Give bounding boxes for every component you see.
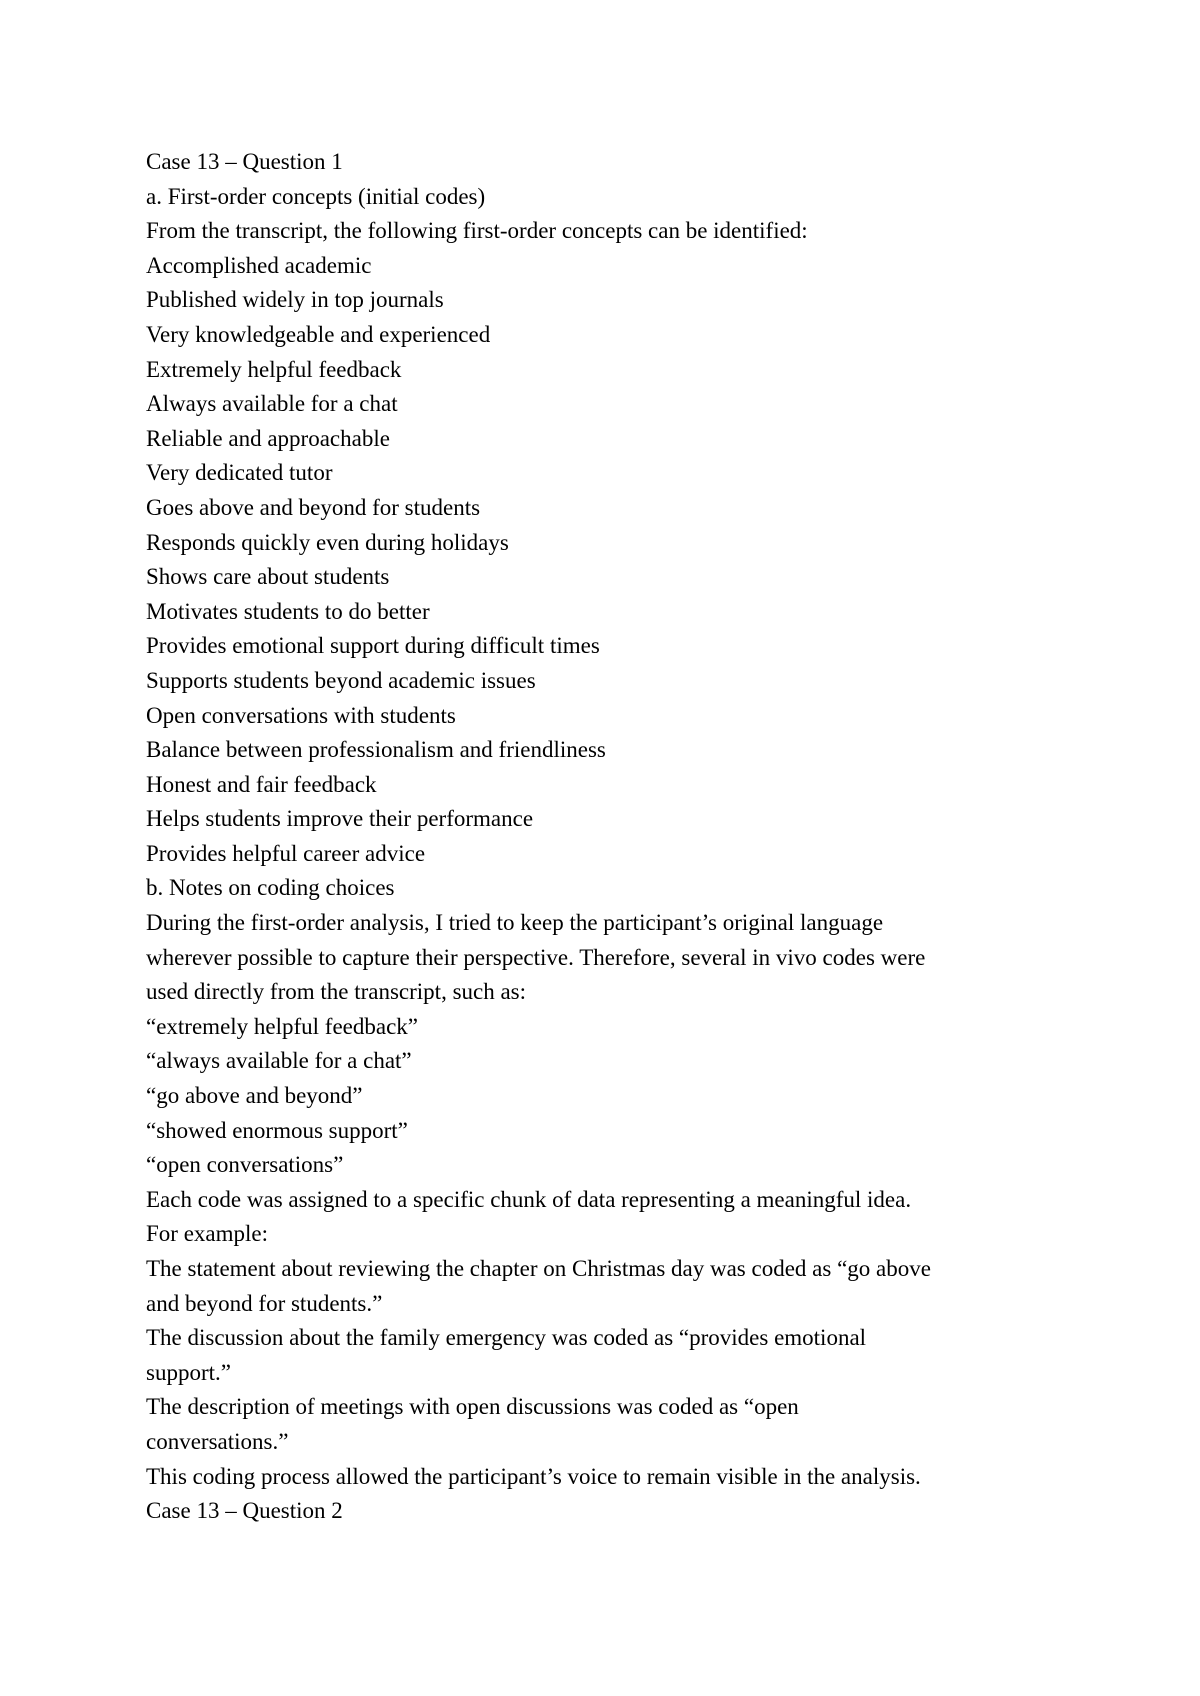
- section-a-intro: From the transcript, the following first-order concepts can be identified:: [146, 218, 808, 244]
- concept-item: Motivates students to do better: [146, 598, 430, 624]
- example-line: support.”: [146, 1359, 231, 1385]
- first-order-concepts-list: [146, 249, 1066, 872]
- concept-item: Supports students beyond academic issues: [146, 667, 536, 693]
- concept-item: Open conversations with students: [146, 702, 456, 728]
- example-line: conversations.”: [146, 1428, 289, 1454]
- concept-item: Reliable and approachable: [146, 425, 390, 451]
- in-vivo-code: “showed enormous support”: [146, 1117, 408, 1143]
- example-line: The description of meetings with open discussions was coded as “open: [146, 1394, 799, 1420]
- example-intro: For example:: [146, 1221, 268, 1247]
- concept-item: Provides helpful career advice: [146, 840, 426, 866]
- concept-item: Provides emotional support during difficult times: [146, 633, 600, 659]
- concept-item: Shows care about students: [146, 564, 390, 590]
- concept-item: Very dedicated tutor: [146, 460, 333, 486]
- in-vivo-code: “open conversations”: [146, 1152, 344, 1178]
- concept-item: Very knowledgeable and experienced: [146, 321, 491, 347]
- in-vivo-code: “always available for a chat”: [146, 1048, 412, 1074]
- example-line: The discussion about the family emergency was coded as “provides emotional: [146, 1325, 867, 1351]
- concept-item: Honest and fair feedback: [146, 771, 377, 797]
- chunk-description: Each code was assigned to a specific chunk of data representing a meaningful idea.: [146, 1186, 912, 1212]
- section-a-title: a. First-order concepts (initial codes): [146, 183, 486, 209]
- section-b-title: b. Notes on coding choices: [146, 875, 395, 901]
- concept-item: Responds quickly even during holidays: [146, 529, 509, 555]
- in-vivo-code: “extremely helpful feedback”: [146, 1013, 419, 1039]
- paragraph-line: wherever possible to capture their perspective. Therefore, several in vivo codes were: [146, 944, 926, 970]
- heading-question-2: Case 13 – Question 2: [146, 1498, 343, 1524]
- concept-item: Helps students improve their performance: [146, 806, 534, 832]
- document-body: [146, 145, 1066, 1529]
- in-vivo-code: “go above and beyond”: [146, 1083, 363, 1109]
- example-line: and beyond for students.”: [146, 1290, 383, 1316]
- in-vivo-codes-list: [146, 1010, 1066, 1183]
- concept-item: Goes above and beyond for students: [146, 494, 481, 520]
- example-line: The statement about reviewing the chapter on Christmas day was coded as “go above: [146, 1256, 931, 1281]
- closing-line: This coding process allowed the participant’s voice to remain visible in the analysis.: [146, 1463, 921, 1489]
- concept-item: Balance between professionalism and friendliness: [146, 737, 606, 763]
- concept-item: Accomplished academic: [146, 252, 372, 278]
- heading-question-1: Case 13 – Question 1: [146, 149, 343, 174]
- paragraph-line: During the first-order analysis, I tried to keep the participant’s original language: [146, 910, 884, 936]
- section-b-paragraph: [146, 906, 1066, 1010]
- concept-item: Published widely in top journals: [146, 287, 444, 313]
- concept-item: Extremely helpful feedback: [146, 356, 402, 382]
- paragraph-line: used directly from the transcript, such as:: [146, 979, 527, 1005]
- coding-examples: [146, 1252, 1066, 1460]
- concept-item: Always available for a chat: [146, 391, 398, 417]
